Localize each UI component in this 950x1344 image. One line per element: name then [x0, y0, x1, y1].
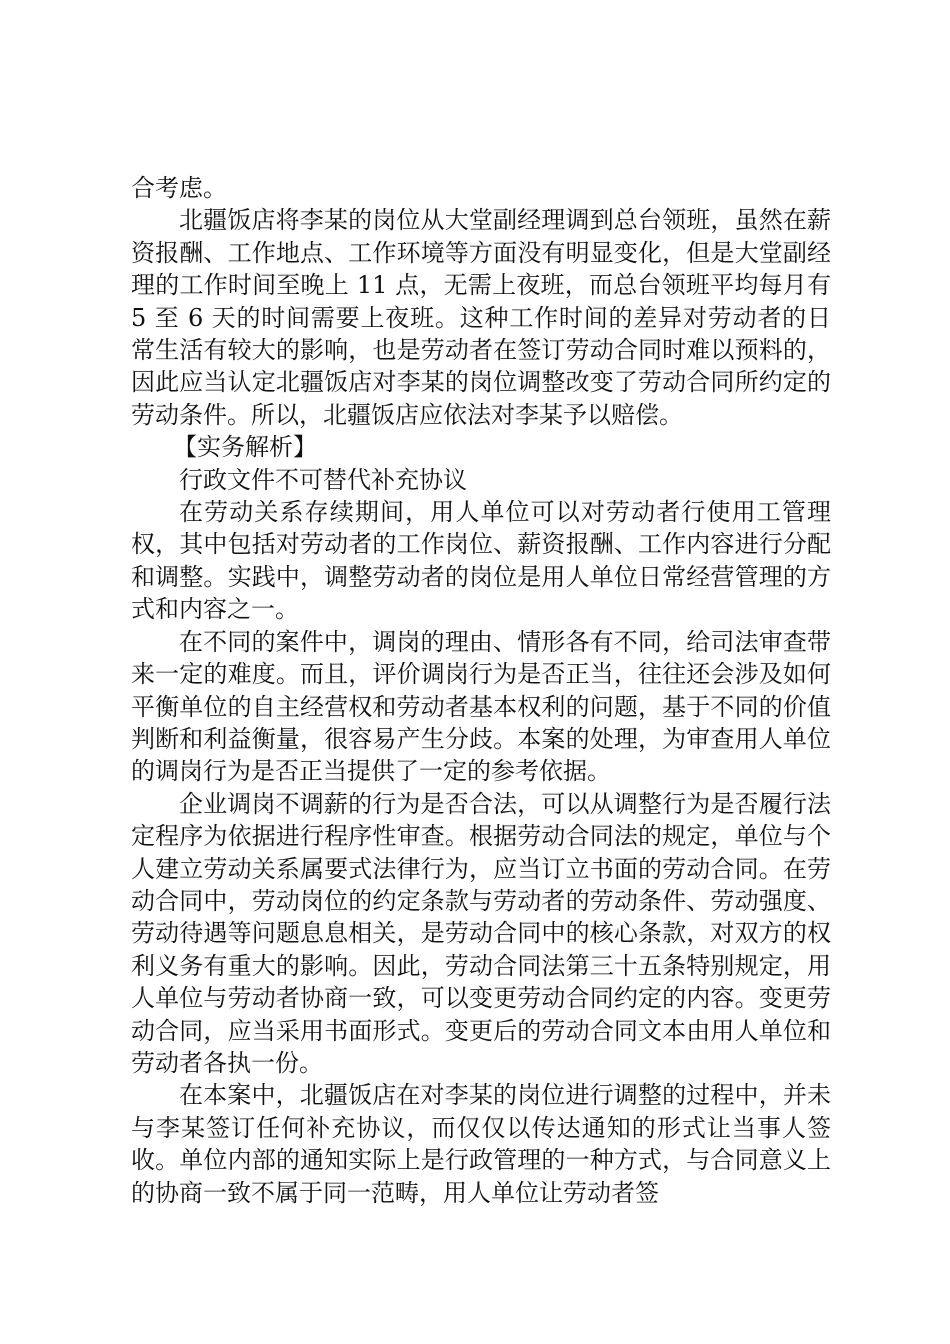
paragraph-case-analysis: 在本案中，北疆饭店在对李某的岗位进行调整的过程中，并未与李某签订任何补充协议，而仅仅以传达通知的形式让当事人签收。单位内部的通知实际上是行政管理的一种方式，与合同意义上的协商一致不属于同一范畴，用人单位让劳动者签: [131, 1081, 831, 1207]
document-body: [131, 172, 831, 1209]
paragraph-employment-management: 在劳动关系存续期间，用人单位可以对劳动者行使用工管理权，其中包括对劳动者的工作岗位、薪资报酬、工作内容进行分配和调整。实践中，调整劳动者的岗位是用人单位日常经营管理的方式和内容之一。: [131, 498, 831, 624]
paragraph-continuation: 合考虑。: [131, 174, 227, 202]
paragraph-transfer-difficulty: 在不同的案件中，调岗的理由、情形各有不同，给司法审查带来一定的难度。而且，评价调岗行为是否正当，往往还会涉及如何平衡单位的自主经营权和劳动者基本权利的问题，基于不同的价值判断和利益衡量，很容易产生分歧。本案的处理，为审查用人单位的调岗行为是否正当提供了一定的参考依据。: [131, 627, 831, 786]
section-heading-practice-analysis: 【实务解析】: [173, 433, 317, 462]
paragraph-legal-procedure: 企业调岗不调薪的行为是否合法，可以从调整行为是否履行法定程序为依据进行程序性审查。根据劳动合同法的规定，单位与个人建立劳动关系属要式法律行为，应当订立书面的劳动合同。在劳动合同中，劳动岗位的约定条款与劳动者的劳动条件、劳动强度、劳动待遇等问题息息相关，是劳动合同中的核心条款，对双方的权利义务有重大的影响。因此，劳动合同法第三十五条特别规定，用人单位与劳动者协商一致，可以变更劳动合同约定的内容。变更劳动合同，应当采用书面形式。变更后的劳动合同文本由用人单位和劳动者各执一份。: [131, 789, 831, 1077]
subheading-admin-document: 行政文件不可替代补充协议: [179, 465, 467, 494]
paragraph-case-judgment: 北疆饭店将李某的岗位从大堂副经理调到总台领班，虽然在薪资报酬、工作地点、工作环境等方面没有明显变化，但是大堂副经理的工作时间至晚上 11 点，无需上夜班，而总台领班平均每月有 5 至 6 天的时间需要上夜班。这种工作时间的差异对劳动者的日常生活有较大的影响，也是劳动者在签订劳动合同时难以预料的，因此应当认定北疆饭店对李某的岗位调整改变了劳动合同所约定的劳动条件。所以，北疆饭店应依法对李某予以赔偿。: [131, 206, 831, 429]
